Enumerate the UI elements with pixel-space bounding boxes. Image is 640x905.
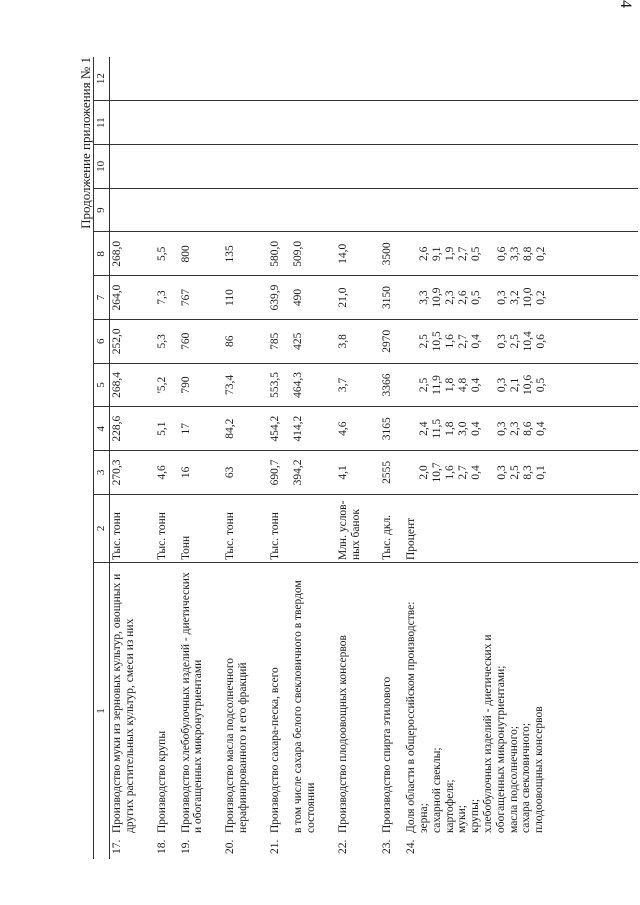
indicator-cell	[223, 563, 267, 859]
share-value: 9,1	[431, 246, 444, 262]
value-cell: 580,0	[268, 232, 292, 276]
value-cell	[404, 101, 638, 145]
value-cell: '5,2	[155, 363, 179, 407]
row-number: 21.	[268, 839, 281, 854]
indicator-cell	[155, 563, 179, 859]
value-cell: 5,1	[155, 407, 179, 451]
value-cell	[404, 57, 638, 101]
value-cell: 7,3	[155, 276, 179, 320]
share-value: 1,6	[444, 334, 457, 349]
value-cell: 3,7	[336, 363, 380, 407]
value-cell	[110, 145, 155, 189]
table-row	[223, 57, 267, 859]
value-cell: 5,5	[155, 232, 179, 276]
table-row	[291, 57, 335, 859]
value-cell	[336, 101, 380, 145]
value-cell: 21,0	[336, 276, 380, 320]
value-cell: 5,3	[155, 319, 179, 363]
share-item-name: картофеля;	[443, 779, 456, 833]
share-value: 11,9	[431, 375, 444, 395]
row-number: 19.	[179, 839, 192, 854]
share-value: 2,4	[418, 421, 431, 436]
value-cell	[223, 145, 267, 189]
value-cell	[291, 57, 335, 101]
share-value: 1,8	[444, 377, 457, 393]
share-value: 2,5	[418, 377, 431, 393]
table-row	[268, 57, 292, 859]
unit-cell	[291, 494, 335, 562]
value-cell: 639,9	[268, 276, 292, 320]
page-number: 4	[617, 0, 634, 8]
share-value: 10,5	[431, 331, 444, 352]
header-cell: 3	[94, 451, 110, 495]
share-value: 8,8	[522, 246, 535, 262]
share-value: 3,3	[418, 290, 431, 305]
share-item-name: плодоовощных консервов	[533, 706, 546, 833]
unit-cell: Тыс. тонн	[268, 494, 292, 562]
value-cell: 800	[179, 232, 223, 276]
share-value: 2,7	[457, 246, 470, 262]
header-cell: 10	[94, 145, 110, 189]
indicator-cell	[336, 563, 380, 859]
indicator	[269, 565, 282, 857]
indicator-name: Производство масла подсолнечного нерафинированного и его фракций	[224, 657, 249, 833]
share-value: 8,6	[522, 421, 535, 436]
share-item-name: масла подсолнечного;	[507, 725, 520, 833]
header-cell: 11	[94, 101, 110, 145]
unit-cell: Тыс. тонн	[155, 494, 179, 562]
value-cell	[155, 101, 179, 145]
unit-cell: Млн. условных банок	[336, 494, 380, 562]
share-value: 2,0	[418, 465, 431, 480]
value-cell: 690,7	[268, 451, 292, 495]
share-item-name: сахарной свеклы;	[430, 747, 443, 833]
value-cell	[380, 101, 404, 145]
value-cell	[404, 407, 638, 451]
value-cell: 760	[179, 319, 223, 363]
indicator-cell	[179, 563, 223, 859]
value-cell	[268, 101, 292, 145]
value-cell: 4,1	[336, 451, 380, 495]
table-row	[179, 57, 223, 859]
indicator	[405, 565, 546, 857]
spacer	[405, 366, 418, 405]
value-cell: 464,3	[291, 363, 335, 407]
value-cell	[155, 57, 179, 101]
value-cell	[179, 101, 223, 145]
unit-cell: Тыс. тонн	[110, 494, 155, 562]
share-value: 3,2	[509, 290, 522, 305]
value-cell: 2555	[380, 451, 404, 495]
share-item-name: муки;	[456, 805, 469, 833]
share-item-name: крупы;	[469, 798, 482, 833]
row-number: 18.	[155, 839, 168, 854]
share-value: 2,7	[457, 334, 470, 349]
value-cell: 270,3	[110, 451, 155, 495]
value-cell: 252,0	[110, 319, 155, 363]
value-cell	[179, 57, 223, 101]
share-block	[405, 565, 546, 833]
table-row	[155, 57, 179, 859]
value-cell	[268, 188, 292, 232]
value-cell	[268, 145, 292, 189]
indicator-name: Производство сахара-песка, всего	[268, 667, 281, 833]
indicator-cell	[268, 563, 292, 859]
unit-cell: Тыс. тонн	[223, 494, 267, 562]
share-value: 0,4	[535, 421, 548, 436]
value-cell: 767	[179, 276, 223, 320]
row-number: 24.	[405, 839, 418, 854]
value-cell	[336, 145, 380, 189]
value-cell: 454,2	[268, 407, 292, 451]
share-value: 2,5	[418, 334, 431, 349]
share-value: 2,3	[444, 290, 457, 305]
row-number: 23.	[381, 839, 394, 854]
row-number: 20.	[224, 839, 237, 854]
indicator-name: в том числе сахара белого свекловичного в твердом состоянии	[292, 580, 318, 833]
value-cell	[336, 188, 380, 232]
spacer	[405, 409, 418, 448]
share-value: 10,6	[522, 374, 535, 396]
share-value: 0,6	[496, 246, 509, 262]
value-cell: 4,6	[155, 451, 179, 495]
table-row	[110, 57, 155, 859]
indicator-cell	[404, 563, 638, 859]
indicator	[111, 565, 137, 857]
value-cell	[223, 101, 267, 145]
value-cell	[291, 101, 335, 145]
row-number: 17.	[111, 839, 123, 854]
header-cell: 4	[94, 407, 110, 451]
indicator	[180, 565, 206, 857]
spacer	[405, 278, 418, 317]
row-number	[292, 833, 318, 857]
header-cell: 1	[94, 563, 110, 859]
share-value: 2,5	[509, 465, 522, 480]
share-value: 3,3	[509, 246, 522, 262]
value-cell: 268,0	[110, 232, 155, 276]
share-value: 10,0	[522, 287, 535, 308]
header-cell: 12	[94, 57, 110, 101]
share-value: 2,1	[509, 377, 522, 393]
continuation-caption: Продолжение приложения № 1	[78, 57, 93, 229]
value-cell	[223, 57, 267, 101]
share-value: 0,3	[496, 465, 509, 480]
value-cell: 425	[291, 319, 335, 363]
value-cell: 110	[223, 276, 267, 320]
share-item-name: хлебобулочных изделий - диетических и обогащенных микронутриентами;	[481, 634, 507, 833]
value-cell	[380, 188, 404, 232]
header-cell: 7	[94, 276, 110, 320]
share-value: 3,0	[457, 421, 470, 436]
value-cell: 3150	[380, 276, 404, 320]
value-cell: 490	[291, 276, 335, 320]
share-value: 0,4	[470, 421, 483, 436]
share-item-name: сахара свекловичного;	[520, 722, 533, 833]
value-cell	[179, 145, 223, 189]
indicator-name: Производство спирта этилового	[381, 676, 394, 833]
unit-cell: Процент	[404, 494, 638, 562]
header-cell: 6	[94, 319, 110, 363]
value-cell	[110, 101, 155, 145]
share-value: 10,7	[431, 462, 444, 483]
value-cell	[179, 188, 223, 232]
value-cell: 264,0	[110, 276, 155, 320]
indicator	[381, 565, 394, 857]
value-cell: 790	[179, 363, 223, 407]
value-cell	[268, 57, 292, 101]
value-cell: 228,6	[110, 407, 155, 451]
header-cell: 2	[94, 494, 110, 562]
spacer	[405, 322, 418, 361]
share-value: 1,8	[444, 421, 457, 436]
value-cell: 73,4	[223, 363, 267, 407]
value-cell	[155, 188, 179, 232]
value-cell	[155, 145, 179, 189]
value-cell	[380, 57, 404, 101]
value-cell	[336, 57, 380, 101]
value-cell: 3366	[380, 363, 404, 407]
value-cell: 3165	[380, 407, 404, 451]
value-cell	[110, 57, 155, 101]
value-cell	[404, 451, 638, 495]
share-value: 2,5	[509, 334, 522, 349]
indicator-name: Производство муки из зерновых культур, овощных и других растительных культур, смеси из них	[111, 573, 136, 833]
share-value: 0,4	[470, 377, 483, 393]
value-cell: 86	[223, 319, 267, 363]
value-cell: 63	[223, 451, 267, 495]
indicator	[156, 565, 169, 857]
value-cell: 14,0	[336, 232, 380, 276]
header-row	[94, 57, 110, 859]
share-value: 0,6	[535, 334, 548, 349]
value-cell	[404, 319, 638, 363]
value-cell: 84,2	[223, 407, 267, 451]
value-cell: 414,2	[291, 407, 335, 451]
indicator-cell	[291, 563, 335, 859]
indicator-cell	[380, 563, 404, 859]
share-value: 0,2	[535, 246, 548, 262]
share-value: 1,6	[444, 465, 457, 480]
value-cell	[404, 276, 638, 320]
share-value: 2,7	[457, 465, 470, 480]
share-value: 10,9	[431, 287, 444, 308]
share-value: 2,3	[509, 421, 522, 436]
value-cell	[380, 145, 404, 189]
share-value: 1,9	[444, 246, 457, 262]
value-cell: 16	[179, 451, 223, 495]
share-value: 0,3	[496, 377, 509, 393]
production-table	[93, 57, 638, 859]
value-cell	[291, 188, 335, 232]
share-value: 0,3	[496, 421, 509, 436]
share-value: 0,2	[535, 290, 548, 305]
value-cell: 3,8	[336, 319, 380, 363]
share-value: 0,5	[470, 246, 483, 262]
share-row	[404, 57, 638, 859]
value-cell	[404, 363, 638, 407]
share-value: 0,4	[470, 465, 483, 480]
row-number: 22.	[336, 839, 349, 854]
value-cell: 394,2	[291, 451, 335, 495]
share-title: Доля области в общероссийском производстве:	[405, 601, 418, 833]
indicator-name: Производство плодоовощных консервов	[336, 635, 349, 833]
share-value: 8,3	[522, 465, 535, 480]
share-value: 2,6	[457, 290, 470, 305]
unit-cell: Тыс. дкл.	[380, 494, 404, 562]
share-value: 2,6	[418, 246, 431, 262]
share-value: 0,3	[496, 290, 509, 305]
value-cell: 268,4	[110, 363, 155, 407]
share-value: 0,5	[470, 290, 483, 305]
header-cell: 9	[94, 188, 110, 232]
value-cell	[291, 145, 335, 189]
value-cell	[404, 188, 638, 232]
indicator	[224, 565, 250, 857]
table-row	[336, 57, 380, 859]
share-value: 0,5	[535, 377, 548, 393]
rotated-table-page	[78, 57, 638, 859]
value-cell: 553,5	[268, 363, 292, 407]
value-cell	[110, 188, 155, 232]
indicator	[337, 565, 350, 857]
value-cell	[223, 188, 267, 232]
spacer	[405, 453, 418, 492]
share-value: 11,5	[431, 418, 444, 439]
value-cell: 4,6	[336, 407, 380, 451]
value-cell	[404, 145, 638, 189]
share-value: 10,4	[522, 331, 535, 352]
value-cell: 509,0	[291, 232, 335, 276]
indicator-name: Производство хлебобулочных изделий - диетических и обогащенных микронутриентами	[179, 572, 205, 833]
value-cell: 17	[179, 407, 223, 451]
unit-cell: Тонн	[179, 494, 223, 562]
header-cell: 5	[94, 363, 110, 407]
share-value: 0,3	[496, 334, 509, 349]
spacer	[405, 234, 418, 273]
value-cell: 135	[223, 232, 267, 276]
header-cell: 8	[94, 232, 110, 276]
value-cell	[404, 232, 638, 276]
table-row	[380, 57, 404, 859]
value-cell: 3500	[380, 232, 404, 276]
value-cell: 785	[268, 319, 292, 363]
indicator-name: Производство крупы	[155, 730, 168, 833]
share-value: 4,8	[457, 377, 470, 393]
share-item-name: зерна;	[417, 803, 430, 833]
indicator	[292, 565, 318, 857]
share-value: 0,1	[535, 465, 548, 480]
share-value: 0,4	[470, 334, 483, 349]
value-cell: 2970	[380, 319, 404, 363]
indicator-cell	[110, 563, 155, 859]
